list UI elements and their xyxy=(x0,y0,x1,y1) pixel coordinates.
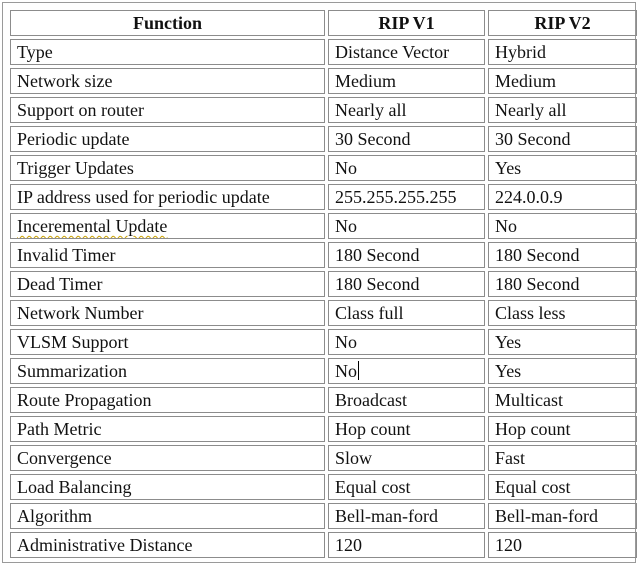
cell-rip-v1[interactable]: No xyxy=(328,329,485,355)
cell-rip-v2[interactable]: Yes xyxy=(488,358,637,384)
cell-function[interactable]: Path Metric xyxy=(10,416,325,442)
cell-rip-v2[interactable]: 180 Second xyxy=(488,271,637,297)
cell-rip-v2[interactable]: Class less xyxy=(488,300,637,326)
header-row xyxy=(10,10,637,36)
cell-rip-v2[interactable]: Fast xyxy=(488,445,637,471)
table-row xyxy=(10,155,637,181)
spellcheck-underline: Inceremental Update xyxy=(17,216,168,236)
table-row xyxy=(10,445,637,471)
cell-rip-v1[interactable]: 180 Second xyxy=(328,242,485,268)
table-row xyxy=(10,416,637,442)
cell-rip-v2[interactable]: 30 Second xyxy=(488,126,637,152)
cell-rip-v1[interactable]: Slow xyxy=(328,445,485,471)
cell-rip-v2[interactable]: Hop count xyxy=(488,416,637,442)
cell-rip-v1[interactable]: No xyxy=(328,213,485,239)
cell-rip-v2[interactable]: Equal cost xyxy=(488,474,637,500)
cell-text: No xyxy=(335,361,357,381)
cell-rip-v1[interactable]: 120 xyxy=(328,532,485,558)
table-row xyxy=(10,329,637,355)
cell-rip-v1[interactable]: 255.255.255.255 xyxy=(328,184,485,210)
table-row xyxy=(10,300,637,326)
cell-function[interactable]: IP address used for periodic update xyxy=(10,184,325,210)
cell-rip-v2[interactable]: 180 Second xyxy=(488,242,637,268)
cell-function[interactable]: Invalid Timer xyxy=(10,242,325,268)
cell-rip-v1[interactable]: Distance Vector xyxy=(328,39,485,65)
cell-rip-v2[interactable]: 120 xyxy=(488,532,637,558)
cell-rip-v1[interactable]: Medium xyxy=(328,68,485,94)
cell-function[interactable]: Administrative Distance xyxy=(10,532,325,558)
table-row xyxy=(10,532,637,558)
cell-function[interactable]: Summarization xyxy=(10,358,325,384)
cell-rip-v1[interactable] xyxy=(328,358,485,384)
cell-function[interactable]: Network Number xyxy=(10,300,325,326)
cell-function[interactable]: Dead Timer xyxy=(10,271,325,297)
table-row xyxy=(10,474,637,500)
table-row xyxy=(10,213,637,239)
header-rip-v1: RIP V1 xyxy=(328,10,485,36)
cell-function[interactable]: Network size xyxy=(10,68,325,94)
cell-function[interactable]: Load Balancing xyxy=(10,474,325,500)
cell-rip-v2[interactable]: 224.0.0.9 xyxy=(488,184,637,210)
cell-rip-v2[interactable]: Multicast xyxy=(488,387,637,413)
table-row xyxy=(10,387,637,413)
rip-comparison-table xyxy=(7,7,640,561)
table-row xyxy=(10,126,637,152)
table-row xyxy=(10,39,637,65)
cell-rip-v1[interactable]: Hop count xyxy=(328,416,485,442)
document-frame xyxy=(2,2,636,563)
cell-rip-v2[interactable]: No xyxy=(488,213,637,239)
cell-rip-v2[interactable]: Nearly all xyxy=(488,97,637,123)
cell-function[interactable] xyxy=(10,213,325,239)
table-row xyxy=(10,242,637,268)
cell-function[interactable]: VLSM Support xyxy=(10,329,325,355)
cell-rip-v2[interactable]: Hybrid xyxy=(488,39,637,65)
cell-rip-v1[interactable]: 180 Second xyxy=(328,271,485,297)
cell-function[interactable]: Convergence xyxy=(10,445,325,471)
header-rip-v2: RIP V2 xyxy=(488,10,637,36)
table-row xyxy=(10,184,637,210)
cell-function[interactable]: Support on router xyxy=(10,97,325,123)
table-row xyxy=(10,358,637,384)
cell-rip-v2[interactable]: Bell-man-ford xyxy=(488,503,637,529)
table-row xyxy=(10,503,637,529)
text-cursor xyxy=(358,361,359,380)
table-row xyxy=(10,97,637,123)
cell-rip-v2[interactable]: Yes xyxy=(488,329,637,355)
cell-rip-v1[interactable]: Bell-man-ford xyxy=(328,503,485,529)
cell-rip-v1[interactable]: Class full xyxy=(328,300,485,326)
cell-rip-v1[interactable]: Nearly all xyxy=(328,97,485,123)
cell-rip-v1[interactable]: No xyxy=(328,155,485,181)
header-function: Function xyxy=(10,10,325,36)
cell-function[interactable]: Route Propagation xyxy=(10,387,325,413)
cell-rip-v2[interactable]: Yes xyxy=(488,155,637,181)
table-row xyxy=(10,271,637,297)
cell-function[interactable]: Trigger Updates xyxy=(10,155,325,181)
cell-function[interactable]: Periodic update xyxy=(10,126,325,152)
cell-rip-v1[interactable]: Broadcast xyxy=(328,387,485,413)
cell-function[interactable]: Type xyxy=(10,39,325,65)
cell-rip-v2[interactable]: Medium xyxy=(488,68,637,94)
cell-function[interactable]: Algorithm xyxy=(10,503,325,529)
table-row xyxy=(10,68,637,94)
cell-rip-v1[interactable]: 30 Second xyxy=(328,126,485,152)
cell-rip-v1[interactable]: Equal cost xyxy=(328,474,485,500)
